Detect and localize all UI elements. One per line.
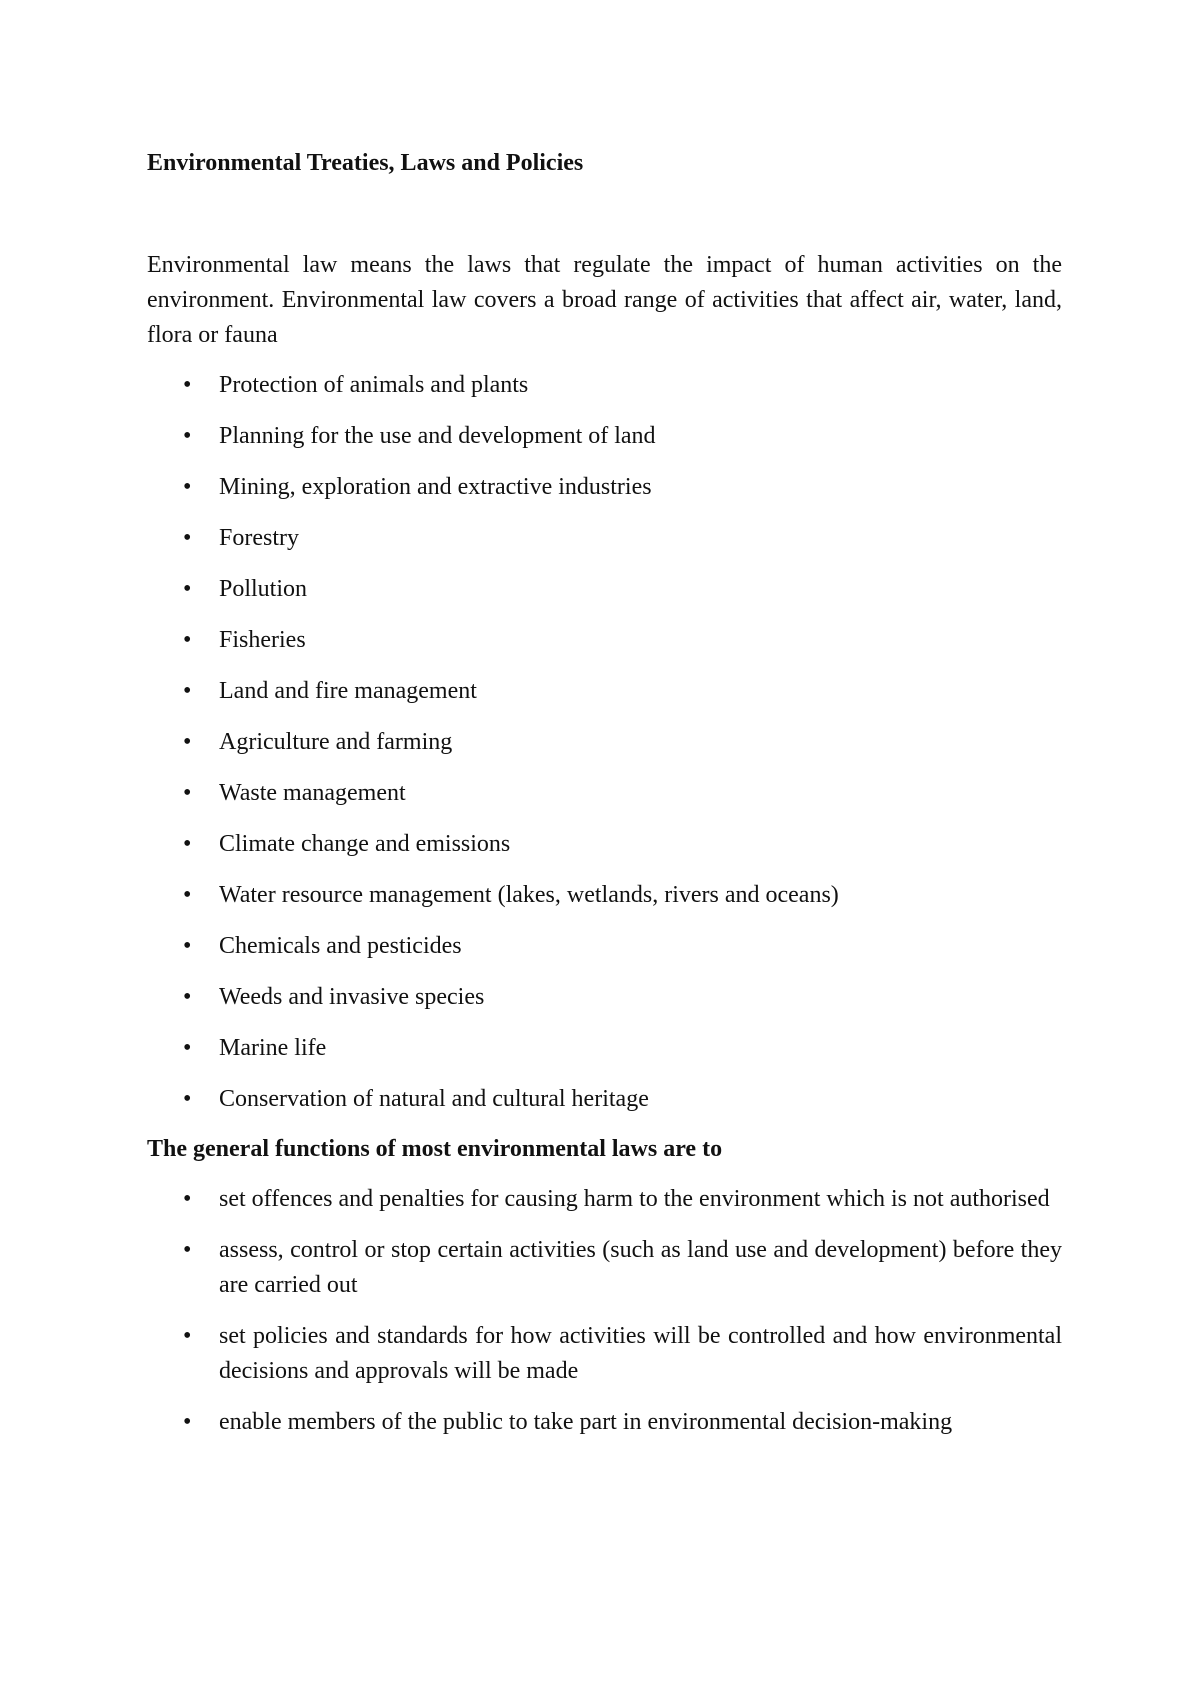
list-item: [147, 1405, 1062, 1440]
bullet-icon: •: [183, 780, 192, 806]
list-item-text: Conservation of natural and cultural heritage: [219, 1086, 649, 1112]
bullet-icon: •: [183, 423, 192, 449]
bullet-icon: •: [183, 729, 192, 755]
bullet-icon: •: [183, 627, 192, 653]
bullet-icon: •: [183, 372, 192, 398]
bullet-icon: •: [183, 984, 192, 1010]
bullet-icon: •: [183, 1409, 192, 1435]
list-item-text: Chemicals and pesticides: [219, 933, 462, 959]
list-item: [147, 674, 1062, 709]
list-item-text: Water resource management (lakes, wetlands, rivers and oceans): [219, 882, 839, 908]
list-item-text: Mining, exploration and extractive industries: [219, 474, 652, 500]
list-item-text: Agriculture and farming: [219, 729, 453, 755]
bullet-icon: •: [183, 678, 192, 704]
list-item: [147, 929, 1062, 964]
functions-heading: The general functions of most environmental laws are to: [147, 1136, 723, 1162]
list-item-text: Planning for the use and development of land: [219, 423, 656, 449]
list-item-text: Weeds and invasive species: [219, 984, 485, 1010]
functions-list: [147, 1182, 1062, 1440]
list-item: [147, 776, 1062, 811]
list-item: [147, 521, 1062, 556]
list-item: [147, 725, 1062, 760]
bullet-icon: •: [183, 1237, 192, 1263]
bullet-icon: •: [183, 1186, 192, 1212]
bullet-icon: •: [183, 933, 192, 959]
list-item: [147, 1319, 1062, 1389]
list-item-text: Land and fire management: [219, 678, 477, 704]
bullet-icon: •: [183, 525, 192, 551]
bullet-icon: •: [183, 474, 192, 500]
list-item: [147, 470, 1062, 505]
list-item: [147, 419, 1062, 454]
list-item: [147, 368, 1062, 403]
list-item: [147, 623, 1062, 658]
list-item: [147, 1233, 1062, 1303]
list-item: [147, 827, 1062, 862]
list-item: [147, 572, 1062, 607]
bullet-icon: •: [183, 1323, 192, 1349]
list-item: [147, 878, 1062, 913]
topics-list: [147, 368, 1062, 1117]
bullet-icon: •: [183, 1086, 192, 1112]
list-item-text: Marine life: [219, 1035, 327, 1061]
document-title: Environmental Treaties, Laws and Policies: [147, 150, 584, 176]
list-item-text: Forestry: [219, 525, 299, 551]
list-item-text: Climate change and emissions: [219, 831, 511, 857]
list-item-text: Waste management: [219, 780, 406, 806]
document-page: [147, 146, 1062, 1456]
list-item-text: Pollution: [219, 576, 308, 602]
list-item-text: set offences and penalties for causing harm to the environment which is not authorised: [219, 1186, 1050, 1212]
list-item-text: set policies and standards for how activities will be controlled and how environmental decisions and approvals will be made: [219, 1323, 1062, 1384]
list-item-text: assess, control or stop certain activities (such as land use and development) before they are carried out: [219, 1237, 1062, 1298]
bullet-icon: •: [183, 576, 192, 602]
list-item: [147, 1031, 1062, 1066]
intro-paragraph: Environmental law means the laws that regulate the impact of human activities on the environment. Environmental law covers a broad range of activities that affect air, water, land, flora or fauna: [147, 252, 1062, 348]
list-item-text: enable members of the public to take part in environmental decision-making: [219, 1409, 953, 1435]
list-item: [147, 980, 1062, 1015]
list-item-text: Protection of animals and plants: [219, 372, 529, 398]
bullet-icon: •: [183, 831, 192, 857]
list-item: [147, 1082, 1062, 1117]
list-item: [147, 1182, 1062, 1217]
bullet-icon: •: [183, 1035, 192, 1061]
bullet-icon: •: [183, 882, 192, 908]
list-item-text: Fisheries: [219, 627, 306, 653]
